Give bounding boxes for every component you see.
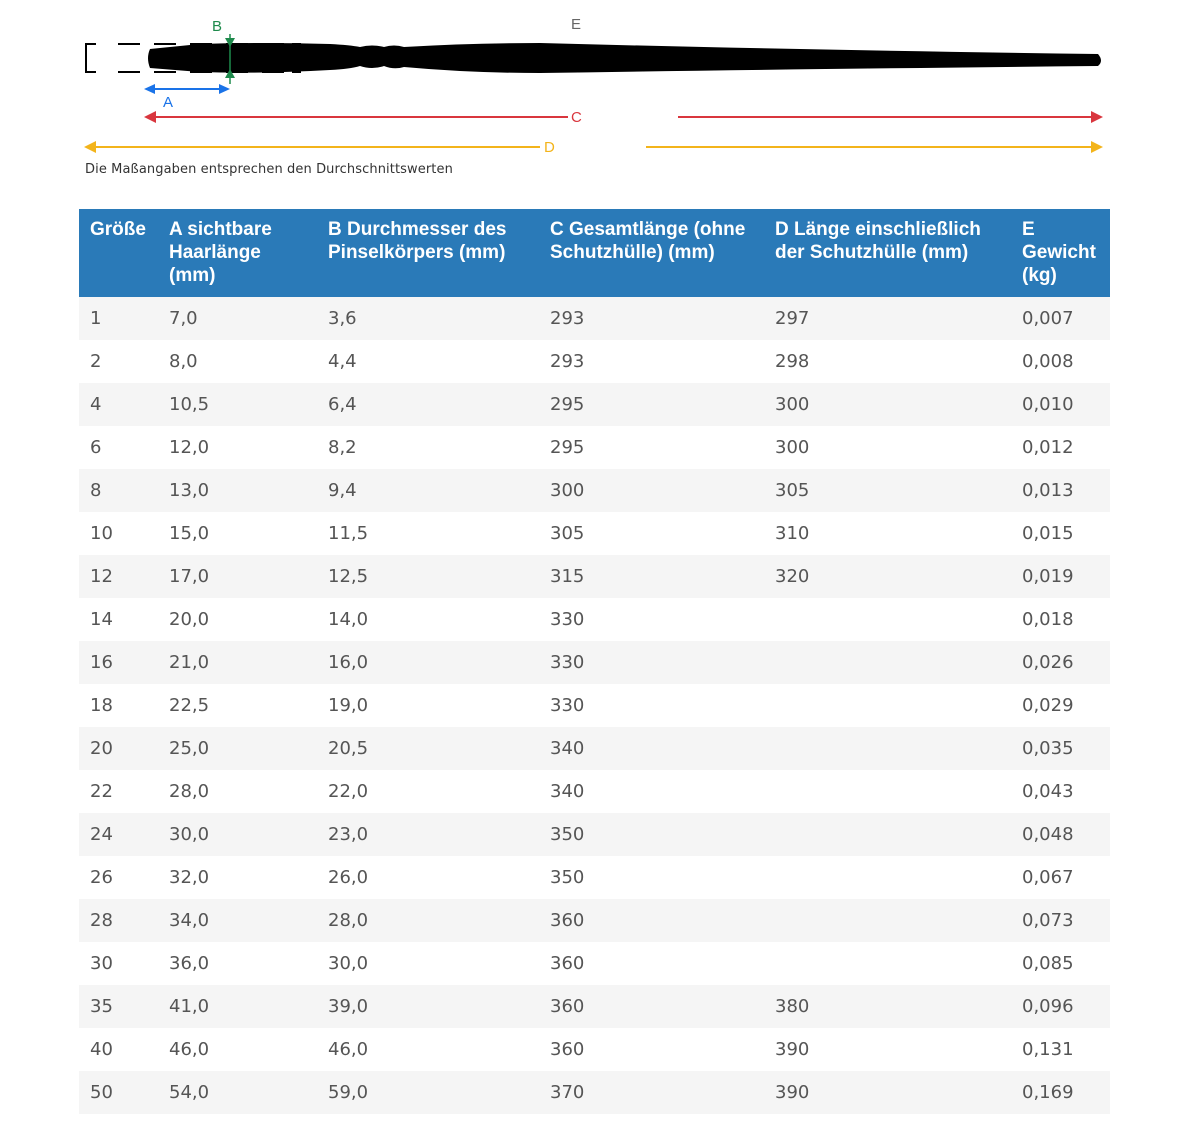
cell-weight: 0,169 [1011,1071,1110,1114]
table-row [79,1071,1110,1114]
cell-total-length: 350 [539,856,764,899]
cell-weight: 0,008 [1011,340,1110,383]
cell-weight: 0,131 [1011,1028,1110,1071]
cell-weight: 0,007 [1011,297,1110,340]
cell-length-with-cap: 300 [764,383,1011,426]
dimension-c-arrow [144,111,1103,123]
cell-weight: 0,010 [1011,383,1110,426]
cell-length-with-cap [764,598,1011,641]
cell-weight: 0,013 [1011,469,1110,512]
table-row [79,297,1110,340]
cell-hair-length: 17,0 [158,555,317,598]
cell-length-with-cap [764,684,1011,727]
cell-total-length: 300 [539,469,764,512]
cell-hair-length: 25,0 [158,727,317,770]
cell-weight: 0,029 [1011,684,1110,727]
cell-length-with-cap [764,770,1011,813]
table-row [79,770,1110,813]
cell-hair-length: 7,0 [158,297,317,340]
cell-total-length: 293 [539,297,764,340]
cell-size: 18 [79,684,158,727]
label-c: C [571,109,582,126]
cell-length-with-cap [764,641,1011,684]
cell-length-with-cap: 390 [764,1028,1011,1071]
table-body [79,297,1110,1114]
header-weight: E Gewicht (kg) [1011,209,1110,297]
cell-weight: 0,085 [1011,942,1110,985]
dimension-a-arrow [144,84,230,94]
cell-diameter: 16,0 [317,641,539,684]
cell-diameter: 11,5 [317,512,539,555]
cell-hair-length: 28,0 [158,770,317,813]
cell-weight: 0,012 [1011,426,1110,469]
cell-diameter: 3,6 [317,297,539,340]
cell-total-length: 370 [539,1071,764,1114]
label-d: D [544,139,555,156]
table-row [79,340,1110,383]
header-visible-hair-length: A sichtbare Haarlänge (mm) [158,209,317,297]
header-body-diameter: B Durchmesser des Pinselkörpers (mm) [317,209,539,297]
cell-hair-length: 8,0 [158,340,317,383]
cell-hair-length: 41,0 [158,985,317,1028]
cell-diameter: 14,0 [317,598,539,641]
table-header-row [79,209,1110,297]
header-size: Größe [79,209,158,297]
table-row [79,727,1110,770]
brush-dimension-diagram [0,0,1186,195]
table-row [79,684,1110,727]
cell-weight: 0,043 [1011,770,1110,813]
cell-total-length: 360 [539,985,764,1028]
cell-size: 28 [79,899,158,942]
cell-hair-length: 22,5 [158,684,317,727]
cell-diameter: 39,0 [317,985,539,1028]
table-row [79,641,1110,684]
cell-total-length: 340 [539,727,764,770]
cell-length-with-cap: 305 [764,469,1011,512]
cell-hair-length: 12,0 [158,426,317,469]
cell-hair-length: 32,0 [158,856,317,899]
cell-length-with-cap: 380 [764,985,1011,1028]
cell-length-with-cap: 390 [764,1071,1011,1114]
cell-length-with-cap: 297 [764,297,1011,340]
cell-size: 22 [79,770,158,813]
cell-hair-length: 15,0 [158,512,317,555]
cell-length-with-cap [764,813,1011,856]
cell-diameter: 8,2 [317,426,539,469]
cell-total-length: 330 [539,641,764,684]
table-row [79,555,1110,598]
cell-weight: 0,035 [1011,727,1110,770]
cell-total-length: 360 [539,899,764,942]
cell-length-with-cap: 300 [764,426,1011,469]
cell-diameter: 19,0 [317,684,539,727]
table-row [79,469,1110,512]
cell-hair-length: 54,0 [158,1071,317,1114]
table-row [79,598,1110,641]
cell-weight: 0,048 [1011,813,1110,856]
cell-length-with-cap: 298 [764,340,1011,383]
table-row [79,899,1110,942]
header-total-length: C Gesamtlänge (ohne Schutzhülle) (mm) [539,209,764,297]
table-row [79,512,1110,555]
cell-hair-length: 36,0 [158,942,317,985]
cell-size: 12 [79,555,158,598]
cell-size: 14 [79,598,158,641]
cell-size: 50 [79,1071,158,1114]
cell-total-length: 330 [539,598,764,641]
cell-size: 10 [79,512,158,555]
cell-diameter: 22,0 [317,770,539,813]
cell-size: 20 [79,727,158,770]
cell-total-length: 295 [539,426,764,469]
cell-size: 2 [79,340,158,383]
cell-weight: 0,073 [1011,899,1110,942]
table-row [79,426,1110,469]
table-row [79,985,1110,1028]
cell-diameter: 28,0 [317,899,539,942]
table-row [79,383,1110,426]
cell-diameter: 4,4 [317,340,539,383]
cell-diameter: 26,0 [317,856,539,899]
label-b: B [212,18,223,35]
dimension-d-arrow [84,141,1103,153]
brush-silhouette [148,43,1101,73]
cell-length-with-cap: 320 [764,555,1011,598]
cell-hair-length: 46,0 [158,1028,317,1071]
table-row [79,942,1110,985]
cell-hair-length: 34,0 [158,899,317,942]
cell-diameter: 20,5 [317,727,539,770]
cell-size: 30 [79,942,158,985]
cell-size: 35 [79,985,158,1028]
cell-diameter: 6,4 [317,383,539,426]
cell-size: 40 [79,1028,158,1071]
cell-weight: 0,019 [1011,555,1110,598]
cell-length-with-cap [764,856,1011,899]
cell-size: 26 [79,856,158,899]
cell-weight: 0,015 [1011,512,1110,555]
brush-size-table-container [79,209,1110,1114]
cell-total-length: 340 [539,770,764,813]
cell-length-with-cap [764,899,1011,942]
cell-length-with-cap: 310 [764,512,1011,555]
cell-size: 16 [79,641,158,684]
cell-diameter: 9,4 [317,469,539,512]
brush-size-table [79,209,1110,1114]
cell-size: 6 [79,426,158,469]
label-a: A [163,94,174,111]
table-row [79,856,1110,899]
cell-diameter: 30,0 [317,942,539,985]
cell-hair-length: 13,0 [158,469,317,512]
cell-total-length: 305 [539,512,764,555]
header-length-with-cap: D Länge einschließlich der Schutzhülle (mm) [764,209,1011,297]
cell-diameter: 23,0 [317,813,539,856]
cell-length-with-cap [764,727,1011,770]
cell-diameter: 59,0 [317,1071,539,1114]
cell-length-with-cap [764,942,1011,985]
cell-total-length: 360 [539,1028,764,1071]
cell-hair-length: 10,5 [158,383,317,426]
cell-weight: 0,026 [1011,641,1110,684]
average-values-note: Die Maßangaben entsprechen den Durchschnittswerten [85,162,453,177]
cell-total-length: 360 [539,942,764,985]
cell-total-length: 330 [539,684,764,727]
cell-hair-length: 30,0 [158,813,317,856]
cell-size: 8 [79,469,158,512]
cell-hair-length: 21,0 [158,641,317,684]
label-e: E [571,16,582,33]
cell-total-length: 293 [539,340,764,383]
cell-total-length: 350 [539,813,764,856]
table-row [79,813,1110,856]
cell-diameter: 46,0 [317,1028,539,1071]
cell-total-length: 295 [539,383,764,426]
cell-weight: 0,067 [1011,856,1110,899]
cell-size: 24 [79,813,158,856]
cell-total-length: 315 [539,555,764,598]
cell-diameter: 12,5 [317,555,539,598]
cell-size: 4 [79,383,158,426]
cell-weight: 0,096 [1011,985,1110,1028]
table-row [79,1028,1110,1071]
cell-hair-length: 20,0 [158,598,317,641]
cell-size: 1 [79,297,158,340]
cell-weight: 0,018 [1011,598,1110,641]
